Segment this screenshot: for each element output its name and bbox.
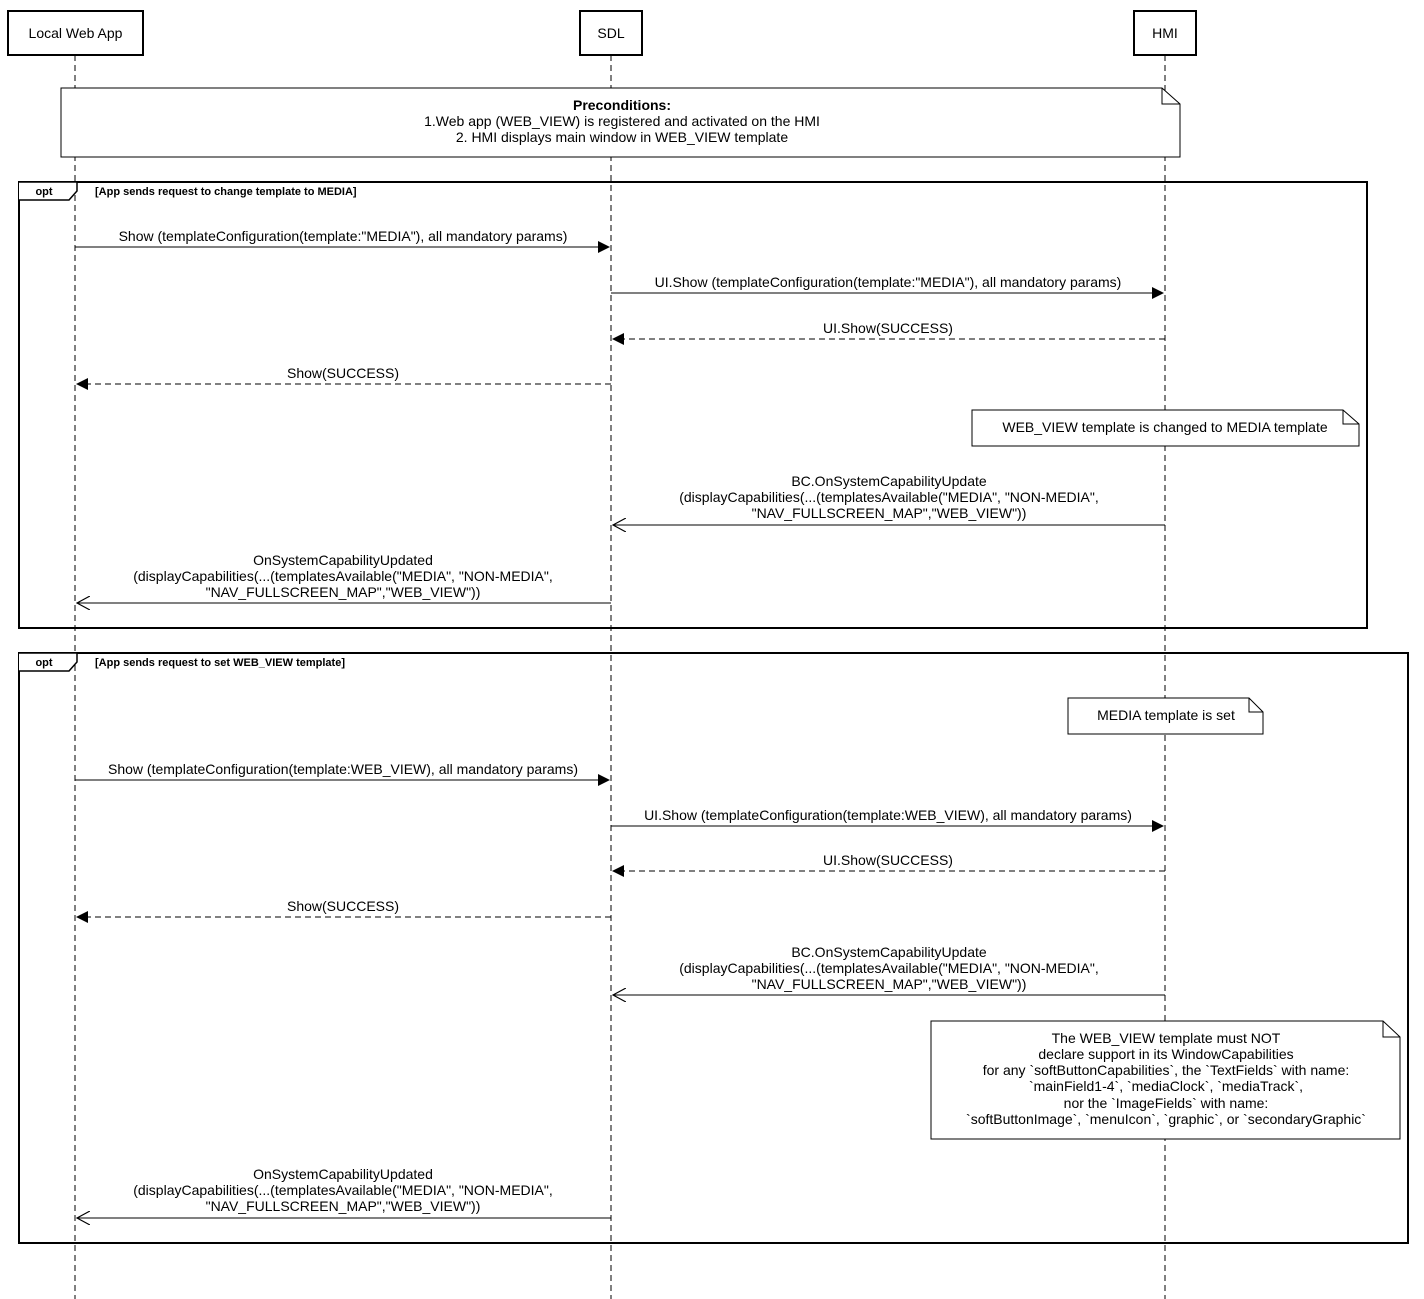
message-on-update-1-line3: "NAV_FULLSCREEN_MAP","WEB_VIEW")) (205, 584, 481, 600)
message-bc-on-system-capability-update-2[interactable] (613, 944, 1165, 995)
note-media-template-set (1068, 698, 1263, 734)
message-bc-update-1-line2: (displayCapabilities(...(templatesAvailable("MEDIA", "NON-MEDIA", (679, 489, 1099, 505)
message-show-media[interactable] (75, 228, 609, 247)
preconditions-line2: 2. HMI displays main window in WEB_VIEW template (455, 129, 789, 145)
opt-frame-1-condition: [App sends request to change template to MEDIA] (95, 186, 357, 198)
message-on-system-capability-updated-2[interactable] (77, 1166, 611, 1218)
message-show-media-label: Show (templateConfiguration(template:"MEDIA"), all mandatory params) (118, 228, 568, 244)
message-bc-update-2-line1: BC.OnSystemCapabilityUpdate (791, 944, 987, 960)
message-on-update-2-line3: "NAV_FULLSCREEN_MAP","WEB_VIEW")) (205, 1198, 481, 1214)
note-web-view-line5: nor the `ImageFields` with name: (1063, 1095, 1269, 1111)
note-changed-to-media-text: WEB_VIEW template is changed to MEDIA template (1002, 419, 1328, 435)
message-show-success-2-label: Show(SUCCESS) (286, 898, 400, 914)
message-on-update-2-line2: (displayCapabilities(...(templatesAvailable("MEDIA", "NON-MEDIA", (133, 1182, 553, 1198)
participant-hmi-label: HMI (1152, 25, 1178, 41)
preconditions-note (61, 88, 1180, 157)
note-web-view-restrictions (931, 1021, 1400, 1139)
preconditions-title: Preconditions: (572, 97, 672, 113)
opt-frame-2 (19, 653, 1408, 1243)
note-media-template-set-text: MEDIA template is set (1097, 707, 1235, 723)
message-on-update-2-line1: OnSystemCapabilityUpdated (253, 1166, 433, 1182)
message-on-update-1-line1: OnSystemCapabilityUpdated (253, 552, 433, 568)
participant-app-label: Local Web App (28, 25, 123, 41)
message-ui-show-media[interactable] (611, 274, 1163, 293)
participant-app[interactable] (8, 11, 143, 55)
message-ui-show-success-2[interactable] (613, 852, 1165, 871)
message-bc-update-1-line1: BC.OnSystemCapabilityUpdate (791, 473, 987, 489)
message-on-system-capability-updated-1[interactable] (77, 552, 611, 603)
note-web-view-line6: `softButtonImage`, `menuIcon`, `graphic`, or `secondaryGraphic` (966, 1111, 1366, 1127)
message-ui-show-web-view[interactable] (611, 807, 1163, 826)
message-bc-update-1-line3: "NAV_FULLSCREEN_MAP","WEB_VIEW")) (751, 505, 1027, 521)
note-web-view-line4: `mainField1-4`, `mediaClock`, `mediaTrack`, (1028, 1078, 1304, 1094)
opt-frame-2-condition: [App sends request to set WEB_VIEW template] (95, 657, 345, 669)
participant-sdl-label: SDL (597, 25, 625, 41)
opt-frame-2-tag: opt (35, 657, 53, 669)
note-web-view-line2: declare support in its WindowCapabilities (1038, 1046, 1294, 1062)
note-changed-to-media (972, 410, 1359, 446)
message-ui-show-web-view-label: UI.Show (templateConfiguration(template:WEB_VIEW), all mandatory params) (644, 807, 1132, 823)
message-bc-update-2-line3: "NAV_FULLSCREEN_MAP","WEB_VIEW")) (751, 976, 1027, 992)
message-bc-update-2-line2: (displayCapabilities(...(templatesAvailable("MEDIA", "NON-MEDIA", (679, 960, 1099, 976)
preconditions-line1: 1.Web app (WEB_VIEW) is registered and activated on the HMI (424, 113, 820, 129)
message-bc-on-system-capability-update-1[interactable] (613, 473, 1165, 525)
message-ui-show-success-1-label: UI.Show(SUCCESS) (823, 320, 953, 336)
opt-frame-1-tag: opt (35, 186, 53, 198)
participant-hmi[interactable] (1134, 11, 1196, 55)
note-web-view-line1: The WEB_VIEW template must NOT (1051, 1030, 1281, 1046)
message-on-update-1-line2: (displayCapabilities(...(templatesAvailable("MEDIA", "NON-MEDIA", (133, 568, 553, 584)
message-show-success-2[interactable] (77, 898, 611, 917)
message-show-success-1[interactable] (77, 365, 611, 384)
message-show-web-view[interactable] (75, 761, 609, 780)
message-show-success-1-label: Show(SUCCESS) (286, 365, 400, 381)
message-show-web-view-label: Show (templateConfiguration(template:WEB_VIEW), all mandatory params) (108, 761, 578, 777)
message-ui-show-success-1[interactable] (613, 320, 1165, 339)
message-ui-show-success-2-label: UI.Show(SUCCESS) (823, 852, 953, 868)
message-ui-show-media-label: UI.Show (templateConfiguration(template:"MEDIA"), all mandatory params) (654, 274, 1122, 290)
note-web-view-line3: for any `softButtonCapabilities`, the `TextFields` with name: (982, 1062, 1350, 1078)
participant-sdl[interactable] (580, 11, 642, 55)
